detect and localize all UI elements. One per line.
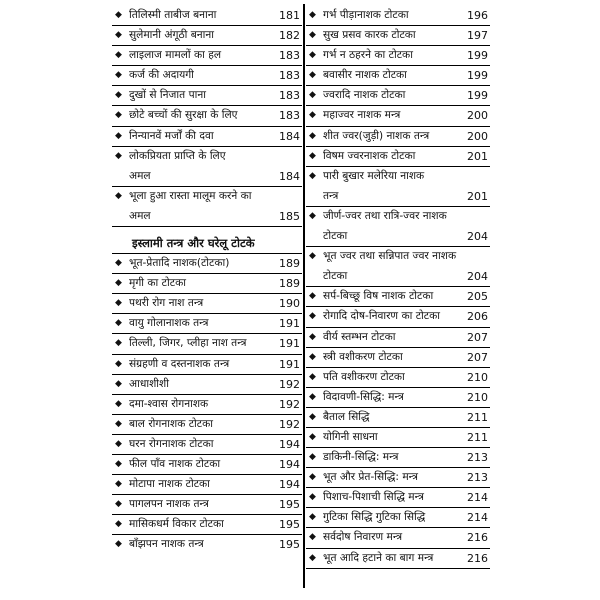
toc-entry-title: फील पाँव नाशक टोटका [129, 457, 221, 470]
toc-entry-title: घरन रोगनाशक टोटका [129, 437, 214, 450]
toc-entry [112, 147, 302, 187]
toc-entry [112, 395, 302, 415]
toc-page-number: 181 [279, 9, 300, 22]
diamond-bullet-icon: ◆ [309, 492, 316, 503]
toc-entry [112, 375, 302, 395]
toc-entry-title: पागलपन नाशक तन्त्र [129, 498, 209, 511]
diamond-bullet-icon: ◆ [309, 291, 316, 302]
toc-page-number: 185 [279, 209, 300, 223]
toc-entry [112, 106, 302, 126]
toc-entry-title: पति वशीकरण टोटका [323, 370, 405, 383]
toc-entry-title: पथरी रोग नाश तन्त्र [129, 297, 204, 310]
toc-entry-title: सुलेमानी अंगूठी बनाना [129, 29, 215, 42]
toc-entry-title: जीर्ण-ज्वर तथा रात्रि-ज्वर नाशक [323, 209, 447, 222]
toc-entry-title: सुख प्रसव कारक टोटका [323, 29, 416, 42]
toc-entry [112, 415, 302, 435]
toc-entry [112, 46, 302, 66]
toc-entry [306, 287, 490, 307]
toc-page-number: 207 [467, 330, 488, 344]
toc-entry-title: लोकप्रियता प्राप्ति के लिए [129, 149, 226, 162]
toc-page-number: 197 [467, 29, 488, 43]
toc-page-number: 190 [279, 297, 300, 311]
toc-page-number: 189 [279, 277, 300, 291]
diamond-bullet-icon: ◆ [309, 371, 316, 382]
diamond-bullet-icon: ◆ [115, 458, 122, 469]
toc-entry [112, 495, 302, 515]
diamond-bullet-icon: ◆ [115, 479, 122, 490]
toc-page-number: 194 [279, 457, 300, 471]
section-heading: इस्लामी तन्त्र और घरेलू टोटके [112, 233, 302, 254]
diamond-bullet-icon: ◆ [309, 110, 316, 121]
diamond-bullet-icon: ◆ [309, 552, 316, 563]
toc-entry-title: बवासीर नाशक टोटका [323, 69, 407, 82]
toc-entry-title: बाँझपन नाशक तन्त्र [129, 538, 204, 551]
toc-entry-title: शीत ज्वर(जुड़ी) नाशक तन्त्र [323, 129, 430, 142]
toc-entry-title: आधाशीशी [129, 377, 169, 390]
toc-page-number: 195 [279, 498, 300, 512]
toc-entry [112, 274, 302, 294]
toc-entry-title-continued: टोटका [323, 229, 348, 242]
toc-entry [306, 368, 490, 388]
diamond-bullet-icon: ◆ [115, 298, 122, 309]
toc-entry-title: निन्यानवें मर्जों की दवा [129, 129, 214, 142]
toc-entry [306, 147, 490, 167]
diamond-bullet-icon: ◆ [309, 472, 316, 483]
diamond-bullet-icon: ◆ [115, 398, 122, 409]
toc-entry-title: रोगादि दोष-निवारण का टोटका [323, 310, 441, 323]
toc-entry-title: दुखों से निजात पाना [129, 89, 206, 102]
toc-entry-title: भूला हुआ रास्ता मालूम करने का [129, 189, 252, 202]
diamond-bullet-icon: ◆ [115, 30, 122, 41]
diamond-bullet-icon: ◆ [309, 170, 316, 181]
toc-entry [112, 254, 302, 274]
toc-entry-title: पारी बुखार मलेरिया नाशक [323, 169, 425, 182]
toc-page-number: 196 [467, 9, 488, 22]
toc-page-number: 213 [467, 471, 488, 485]
toc-page-number: 191 [279, 317, 300, 331]
toc-entry-title: सर्वदोष निवारण मन्त्र [323, 531, 403, 544]
toc-page-number: 210 [467, 370, 488, 384]
toc-page-number: 200 [467, 109, 488, 123]
toc-entry [112, 86, 302, 106]
toc-page-number: 192 [279, 397, 300, 411]
diamond-bullet-icon: ◆ [115, 539, 122, 550]
toc-page-number: 201 [467, 189, 488, 203]
toc-entry [306, 106, 490, 126]
toc-page-number: 189 [279, 257, 300, 271]
toc-entry-title: भूत-प्रेतादि नाशक(टोटका) [129, 257, 230, 270]
toc-page-number: 214 [467, 491, 488, 505]
diamond-bullet-icon: ◆ [115, 519, 122, 530]
toc-entry-title-continued: अमल [129, 169, 151, 182]
diamond-bullet-icon: ◆ [115, 50, 122, 61]
toc-page-number: 199 [467, 69, 488, 83]
toc-page-number: 191 [279, 337, 300, 351]
diamond-bullet-icon: ◆ [115, 190, 122, 201]
toc-entry [306, 448, 490, 468]
toc-entry [306, 549, 490, 569]
toc-page-number: 194 [279, 437, 300, 451]
toc-entry-title: भूत ज्वर तथा सन्निपात ज्वर नाशक [323, 250, 457, 263]
toc-entry-title-continued: तन्त्र [323, 189, 339, 202]
toc-entry [306, 328, 490, 348]
diamond-bullet-icon: ◆ [309, 210, 316, 221]
toc-entry [306, 66, 490, 86]
toc-entry [306, 408, 490, 428]
toc-entry-title: वायु गोलानाशक तन्त्र [129, 317, 209, 330]
toc-page-number: 184 [279, 169, 300, 183]
diamond-bullet-icon: ◆ [115, 318, 122, 329]
toc-page-number: 201 [467, 149, 488, 163]
toc-page-number: 191 [279, 357, 300, 371]
left-column [112, 6, 302, 555]
diamond-bullet-icon: ◆ [115, 438, 122, 449]
toc-entry-title: लाइलाज मामलों का हल [129, 49, 222, 62]
toc-entry [306, 167, 490, 207]
toc-entry [112, 515, 302, 535]
toc-page-number: 216 [467, 551, 488, 565]
diamond-bullet-icon: ◆ [309, 391, 316, 402]
toc-page-number: 214 [467, 511, 488, 525]
column-divider [303, 4, 305, 588]
toc-entry-title: गुटिका सिद्धि गुटिका सिद्धि [323, 511, 426, 524]
toc-page-number: 192 [279, 417, 300, 431]
diamond-bullet-icon: ◆ [115, 499, 122, 510]
toc-page-number: 211 [467, 430, 488, 444]
toc-page-number: 199 [467, 49, 488, 63]
toc-entry-title: तिलिस्मी ताबीज बनाना [129, 9, 217, 21]
toc-entry-title: संग्रहणी व दस्तनाशक तन्त्र [129, 357, 230, 370]
toc-entry [306, 26, 490, 46]
toc-entry [112, 334, 302, 354]
toc-entry [306, 6, 490, 26]
toc-page-number: 182 [279, 29, 300, 43]
toc-entry-title-continued: टोटका [323, 270, 348, 283]
toc-page-number: 195 [279, 538, 300, 552]
toc-entry-title: भूत और प्रेत-सिद्धि: मन्त्र [323, 471, 418, 484]
toc-page-number: 183 [279, 69, 300, 83]
toc-entry [112, 535, 302, 555]
toc-page-number: 192 [279, 377, 300, 391]
toc-entry [112, 66, 302, 86]
toc-page-number: 204 [467, 229, 488, 243]
toc-entry [306, 207, 490, 247]
toc-entry [306, 348, 490, 368]
diamond-bullet-icon: ◆ [309, 150, 316, 161]
diamond-bullet-icon: ◆ [115, 70, 122, 81]
toc-entry-title: तिल्ली, जिगर, प्लीहा नाश तन्त्र [129, 337, 247, 350]
diamond-bullet-icon: ◆ [115, 130, 122, 141]
diamond-bullet-icon: ◆ [115, 258, 122, 269]
toc-entry [112, 455, 302, 475]
toc-entry [306, 468, 490, 488]
toc-entry-title: पिशाच-पिशाची सिद्धि मन्त्र [323, 491, 424, 504]
toc-entry [112, 355, 302, 375]
toc-entry [306, 127, 490, 147]
toc-entry-title: मृगी का टोटका [129, 277, 186, 290]
toc-entry-title: ज्वरादि नाशक टोटका [323, 89, 406, 102]
toc-entry-title: डाकिनी-सिद्धि: मन्त्र [323, 451, 399, 464]
diamond-bullet-icon: ◆ [115, 10, 122, 20]
toc-page-number: 213 [467, 451, 488, 465]
diamond-bullet-icon: ◆ [115, 110, 122, 121]
toc-entry [306, 508, 490, 528]
toc-entry [306, 528, 490, 548]
diamond-bullet-icon: ◆ [309, 70, 316, 81]
toc-entry-title: बाल रोगनाशक टोटका [129, 417, 214, 430]
toc-page-number: 216 [467, 531, 488, 545]
right-column [306, 6, 490, 569]
toc-entry [306, 247, 490, 287]
toc-entry [112, 475, 302, 495]
toc-entry [306, 86, 490, 106]
toc-entry-title: मासिकधर्म विकार टोटका [129, 518, 224, 531]
diamond-bullet-icon: ◆ [309, 411, 316, 422]
toc-entry [306, 428, 490, 448]
diamond-bullet-icon: ◆ [115, 358, 122, 369]
toc-entry-title: योगिनी साधना [323, 430, 378, 443]
diamond-bullet-icon: ◆ [309, 251, 316, 262]
diamond-bullet-icon: ◆ [309, 512, 316, 523]
diamond-bullet-icon: ◆ [309, 90, 316, 101]
toc-entry-title: भूत आदि हटाने का बाग मन्त्र [323, 551, 434, 564]
toc-entry [112, 435, 302, 455]
diamond-bullet-icon: ◆ [115, 418, 122, 429]
toc-entry [112, 314, 302, 334]
toc-entry-title: मोटापा नाशक टोटका [129, 478, 210, 491]
diamond-bullet-icon: ◆ [309, 452, 316, 463]
diamond-bullet-icon: ◆ [115, 90, 122, 101]
toc-page-number: 200 [467, 129, 488, 143]
toc-page-number: 184 [279, 129, 300, 143]
toc-page-number: 183 [279, 49, 300, 63]
toc-page-number: 210 [467, 390, 488, 404]
diamond-bullet-icon: ◆ [309, 431, 316, 442]
toc-page-number: 206 [467, 310, 488, 324]
toc-entry [306, 307, 490, 327]
diamond-bullet-icon: ◆ [309, 351, 316, 362]
toc-entry [306, 46, 490, 66]
toc-page-number: 183 [279, 109, 300, 123]
toc-page-number: 195 [279, 518, 300, 532]
toc-page-number: 194 [279, 478, 300, 492]
toc-entry [112, 127, 302, 147]
toc-entry [112, 26, 302, 46]
toc-entry-title: विषम ज्वरनाशक टोटका [323, 149, 416, 162]
diamond-bullet-icon: ◆ [309, 10, 316, 20]
toc-entry-title: सर्प-बिच्छू विष नाशक टोटका [323, 290, 434, 303]
diamond-bullet-icon: ◆ [309, 30, 316, 41]
toc-entry-title: गर्भ पीड़ानाशक टोटका [323, 9, 409, 21]
toc-entry-title: वीर्य स्तम्भन टोटका [323, 330, 396, 343]
toc-page-number: 211 [467, 410, 488, 424]
diamond-bullet-icon: ◆ [115, 338, 122, 349]
toc-entry-title: स्त्री वशीकरण टोटका [323, 350, 403, 363]
toc-page-number: 183 [279, 89, 300, 103]
toc-entry [306, 488, 490, 508]
toc-page-number: 199 [467, 89, 488, 103]
diamond-bullet-icon: ◆ [309, 50, 316, 61]
toc-entry [112, 6, 302, 26]
diamond-bullet-icon: ◆ [309, 331, 316, 342]
toc-page-number: 204 [467, 270, 488, 284]
toc-entry-title: विदावणी-सिद्धि: मन्त्र [323, 390, 404, 403]
diamond-bullet-icon: ◆ [309, 130, 316, 141]
toc-entry-title: कर्ज की अदायगी [129, 69, 194, 82]
diamond-bullet-icon: ◆ [309, 532, 316, 543]
toc-entry-title-continued: अमल [129, 209, 151, 222]
diamond-bullet-icon: ◆ [115, 150, 122, 161]
diamond-bullet-icon: ◆ [115, 378, 122, 389]
diamond-bullet-icon: ◆ [115, 278, 122, 289]
diamond-bullet-icon: ◆ [309, 311, 316, 322]
toc-entry-title: महाज्वर नाशक मन्त्र [323, 109, 401, 122]
toc-entry [306, 388, 490, 408]
toc-entry-title: बैताल सिद्धि [323, 410, 370, 423]
toc-entry [112, 294, 302, 314]
toc-entry-title: दमा-श्वास रोगनाशक [129, 397, 209, 410]
toc-entry-title: छोटे बच्चों की सुरक्षा के लिए [129, 109, 238, 122]
toc-entry-title: गर्भ न ठहरने का टोटका [323, 49, 413, 62]
toc-entry [112, 187, 302, 227]
toc-page-number: 205 [467, 290, 488, 304]
toc-page-number: 207 [467, 350, 488, 364]
